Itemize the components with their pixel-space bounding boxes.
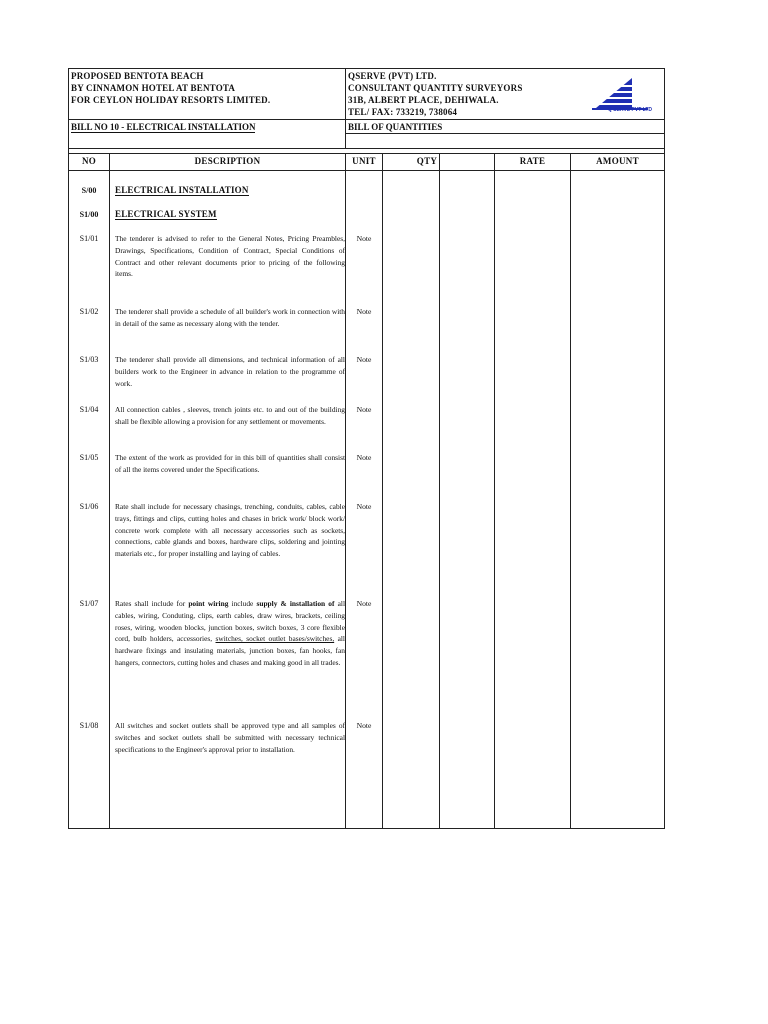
col-header-rate: RATE: [519, 156, 546, 166]
pre-columns-divider: [68, 148, 665, 149]
item-description: All switches and socket outlets shall be approved type and all samples of switches and socket outlets shall be submitted with necessary technical specifications to the Engineer's approval prior to installation.: [115, 721, 345, 754]
consultant-phone: TEL/ FAX: 733219, 738064: [348, 107, 458, 117]
document-type: BILL OF QUANTITIES: [348, 122, 443, 132]
bottom-border: [68, 828, 665, 829]
item-description: All connection cables , sleeves, trench joints etc. to and out of the building shall be flexible allowing a provision for any settlement or movements.: [115, 405, 345, 426]
item-code: S1/02: [79, 307, 99, 316]
bill-row-divider: [345, 133, 665, 134]
item-code: S1/07: [79, 599, 99, 608]
header-middle-divider: [345, 68, 346, 149]
item-description: Rates shall include for point wiring include supply & installation of all cables, wiring, Conduting, clips, earth cables, draw wires, brackets, ceiling roses, wiring, wooden blocks, junction boxes, switch boxes, 3 core flexible cord, bulb holders, accessories, switches, socket outlet bases/switches, all hardware fixings and insulating materials, junction boxes, fan hooks, fan hangers, connectors, cutting holes and chases and making good in all trades.: [115, 599, 345, 667]
col-header-no: NO: [81, 156, 97, 166]
col-header-unit: UNIT: [352, 156, 376, 166]
item-description: The tenderer shall provide all dimensions, and technical information of all builders work to the Engineer in advance in relation to the programme of work.: [115, 355, 345, 388]
consultant-info: [348, 70, 578, 118]
col-line-unit: [382, 153, 383, 829]
item-code: S1/06: [79, 502, 99, 511]
column-header-top: [68, 153, 665, 154]
item-unit: Note: [356, 307, 372, 316]
section-title: ELECTRICAL INSTALLATION: [115, 185, 249, 195]
item-description: The tenderer shall provide a schedule of all builder's work in connection with in detail of the same as necessary along with the tender.: [115, 307, 345, 328]
item-description: The tenderer is advised to refer to the General Notes, Pricing Preambles, Drawings, Specifications, Condition of Contract, Special Conditions of Contract and other relevant documents prior to pricing of the following items.: [115, 234, 345, 279]
item-code: S1/04: [79, 405, 99, 414]
section-title: ELECTRICAL SYSTEM: [115, 209, 217, 219]
column-header-bottom: [68, 170, 665, 171]
project-line-3: FOR CEYLON HOLIDAY RESORTS LIMITED.: [71, 95, 271, 105]
item-unit: Note: [356, 234, 372, 243]
item-code: S1/05: [79, 453, 99, 462]
project-line-1: PROPOSED BENTOTA BEACH: [71, 71, 204, 81]
col-header-amount: AMOUNT: [596, 156, 639, 166]
section-code: S/00: [81, 186, 97, 195]
consultant-name: QSERVE (PVT) LTD.: [348, 71, 437, 81]
section-code: S1/00: [79, 210, 99, 219]
item-unit: Note: [356, 502, 372, 511]
header-divider: [68, 119, 665, 120]
item-unit: Note: [356, 721, 372, 730]
project-title: [71, 70, 341, 106]
item-unit: Note: [356, 355, 372, 364]
left-border: [68, 68, 69, 829]
consultant-role: CONSULTANT QUANTITY SURVEYORS: [348, 83, 523, 93]
col-line-rate: [570, 153, 571, 829]
right-border: [664, 68, 665, 829]
item-code: S1/03: [79, 355, 99, 364]
item-unit: Note: [356, 599, 372, 608]
item-code: S1/08: [79, 721, 99, 730]
col-line-qty: [439, 153, 440, 829]
col-header-description: DESCRIPTION: [194, 156, 261, 166]
item-description: The extent of the work as provided for in this bill of quantities shall consist of all the items covered under the Specifications.: [115, 453, 345, 474]
bill-number: BILL NO 10 - ELECTRICAL INSTALLATION: [71, 122, 256, 132]
item-unit: Note: [356, 405, 372, 414]
col-line-no: [109, 153, 110, 829]
logo-text: Q SERVE PVT LTD: [608, 107, 652, 113]
top-border: [68, 68, 665, 69]
col-line-qty2: [494, 153, 495, 829]
col-line-desc: [345, 153, 346, 829]
item-code: S1/01: [79, 234, 99, 243]
consultant-address: 31B, ALBERT PLACE, DEHIWALA.: [348, 95, 499, 105]
item-description: Rate shall include for necessary chasings, trenching, conduits, cables, cable trays, fittings and clips, cutting holes and chases in brick work/ block work/ concrete work complete with all necessary accessories such as sockets, connections, cable glands and boxes, hardware clips, soldering and jointing materials etc., for proper installing and laying of cables.: [115, 502, 345, 559]
project-line-2: BY CINNAMON HOTEL AT BENTOTA: [71, 83, 236, 93]
col-header-qty: QTY: [416, 156, 438, 166]
item-unit: Note: [356, 453, 372, 462]
